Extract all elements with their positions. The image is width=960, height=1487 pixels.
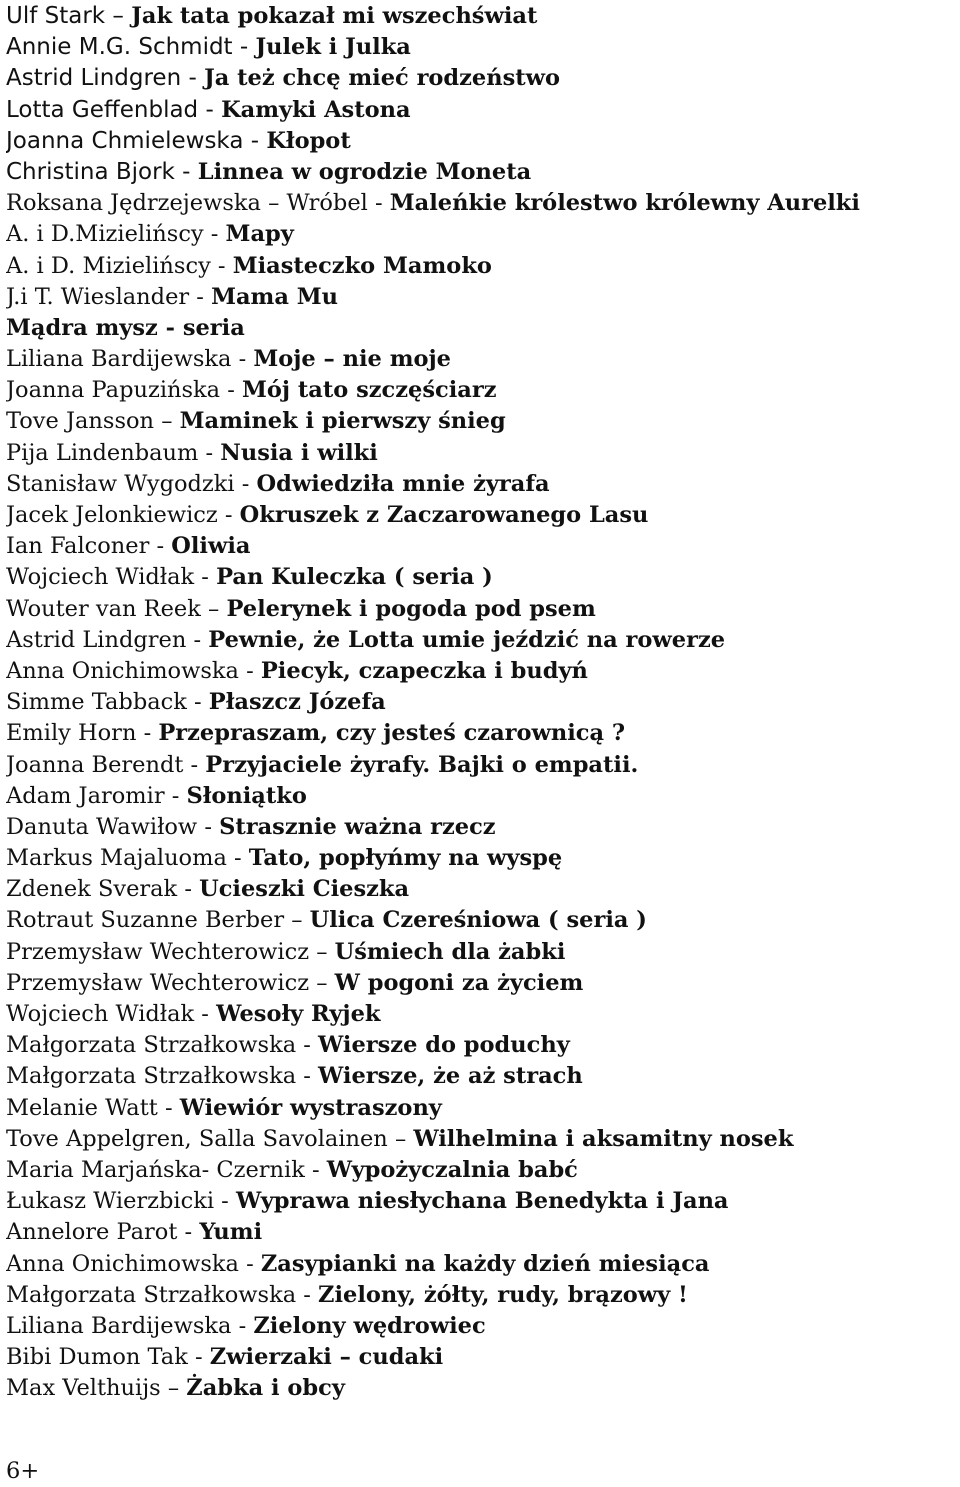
book-title: Miasteczko Mamoko bbox=[232, 252, 492, 279]
book-author: Maria Marjańska- Czernik - bbox=[6, 1156, 327, 1183]
book-entry bbox=[6, 780, 956, 811]
book-entry bbox=[6, 561, 956, 592]
book-entry bbox=[6, 530, 956, 561]
book-title: Wiersze, że aż strach bbox=[318, 1063, 583, 1090]
book-author: Melanie Watt - bbox=[6, 1094, 180, 1121]
book-entry bbox=[6, 811, 956, 842]
book-author: Joanna Chmielewska - bbox=[6, 127, 267, 154]
book-title: Zwierzaki – cudaki bbox=[209, 1344, 444, 1371]
book-author: Simme Tabback - bbox=[6, 689, 209, 716]
book-author: Zdenek Sverak - bbox=[6, 876, 200, 903]
book-entry bbox=[6, 998, 956, 1029]
book-title: Słoniątko bbox=[186, 782, 307, 809]
book-entry bbox=[6, 437, 956, 468]
book-entry bbox=[6, 1123, 956, 1154]
book-title: Ucieszki Cieszka bbox=[199, 876, 410, 903]
book-author: Liliana Bardijewska - bbox=[6, 346, 254, 373]
book-title: Płaszcz Józefa bbox=[208, 689, 386, 716]
book-entry bbox=[6, 1060, 956, 1091]
book-entry bbox=[6, 374, 956, 405]
book-title: Okruszek z Zaczarowanego Lasu bbox=[239, 502, 649, 528]
book-entry bbox=[6, 717, 956, 748]
book-title: Odwiedziła mnie żyrafa bbox=[256, 470, 550, 497]
book-entry bbox=[6, 1372, 956, 1403]
book-entry bbox=[6, 655, 956, 686]
book-entry bbox=[6, 31, 956, 62]
book-entry bbox=[6, 250, 956, 281]
book-author: Astrid Lindgren - bbox=[6, 626, 209, 653]
book-title: Tato, popłyńmy na wyspę bbox=[248, 845, 563, 872]
book-entry bbox=[6, 1216, 956, 1247]
book-entry bbox=[6, 1248, 956, 1279]
book-author: Annie M.G. Schmidt - bbox=[6, 34, 256, 61]
book-entry bbox=[6, 686, 956, 717]
book-entry bbox=[6, 936, 956, 967]
book-title: Pan Kuleczka ( seria ) bbox=[216, 564, 493, 591]
book-title: Piecyk, czapeczka i budyń bbox=[260, 657, 588, 684]
book-title: Zielony, żółty, rudy, brązowy ! bbox=[318, 1281, 688, 1308]
book-entry bbox=[6, 1029, 956, 1060]
book-author: Liliana Bardijewska - bbox=[6, 1312, 254, 1339]
book-author: A. i D. Mizielińscy - bbox=[6, 252, 233, 279]
book-title: Oliwia bbox=[171, 533, 251, 560]
book-title: Linnea w ogrodzie Moneta bbox=[197, 158, 532, 185]
book-author: Tove Appelgren, Salla Savolainen – bbox=[6, 1125, 414, 1152]
book-title: Mapy bbox=[225, 221, 294, 248]
book-entry bbox=[6, 499, 956, 530]
book-title: Przyjaciele żyrafy. Bajki o empatii. bbox=[205, 751, 639, 778]
book-title: Pewnie, że Lotta umie jeździć na rowerze bbox=[208, 626, 726, 653]
book-entry bbox=[6, 125, 956, 156]
book-title: Yumi bbox=[199, 1219, 263, 1246]
book-title: Maminek i pierwszy śnieg bbox=[179, 408, 506, 435]
book-title: Julek i Julka bbox=[255, 34, 411, 61]
book-title: Jak tata pokazał mi wszechświat bbox=[131, 3, 538, 29]
book-entry bbox=[6, 94, 956, 125]
book-author: Pija Lindenbaum - bbox=[6, 439, 221, 466]
book-author: Stanisław Wygodzki - bbox=[6, 470, 257, 497]
book-author: Ulf Stark – bbox=[6, 3, 132, 29]
book-title: Pelerynek i pogoda pod psem bbox=[226, 595, 596, 622]
book-author: Emily Horn - bbox=[6, 720, 159, 747]
book-author: Markus Majaluoma - bbox=[6, 845, 249, 872]
book-author: Tove Jansson – bbox=[6, 408, 180, 435]
book-title: Nusia i wilki bbox=[220, 439, 378, 466]
book-author: Joanna Papuzińska - bbox=[6, 377, 243, 404]
book-entry bbox=[6, 405, 956, 436]
book-entry bbox=[6, 904, 956, 935]
book-entry bbox=[6, 312, 956, 343]
book-entry bbox=[6, 624, 956, 655]
book-author: Christina Bjork - bbox=[6, 158, 198, 185]
book-entry bbox=[6, 187, 956, 218]
book-author: Przemysław Wechterowicz – bbox=[6, 969, 335, 996]
book-author: Annelore Parot - bbox=[6, 1219, 200, 1246]
book-title: Kamyki Astona bbox=[221, 96, 411, 123]
book-entry bbox=[6, 1341, 956, 1372]
book-author: Wojciech Widłak - bbox=[6, 1001, 217, 1027]
book-author: Małgorzata Strzałkowska - bbox=[6, 1281, 319, 1308]
book-entry bbox=[6, 156, 956, 187]
book-list bbox=[6, 0, 956, 1403]
book-author: Rotraut Suzanne Berber – bbox=[6, 907, 310, 934]
book-title: Wilhelmina i aksamitny nosek bbox=[413, 1125, 794, 1152]
book-title: Wyprawa niesłychana Benedykta i Jana bbox=[235, 1188, 729, 1215]
book-title: Zielony wędrowiec bbox=[253, 1312, 486, 1339]
book-entry bbox=[6, 281, 956, 312]
book-entry bbox=[6, 1310, 956, 1341]
book-author: Roksana Jędrzejewska – Wróbel - bbox=[6, 190, 390, 217]
book-title: Mądra mysz - seria bbox=[6, 314, 245, 341]
book-entry bbox=[6, 749, 956, 780]
book-title: Zasypianki na każdy dzień miesiąca bbox=[260, 1250, 710, 1277]
book-entry bbox=[6, 343, 956, 374]
book-title: Wesoły Ryjek bbox=[216, 1001, 381, 1027]
book-author: Małgorzata Strzałkowska - bbox=[6, 1032, 319, 1059]
book-title: Mama Mu bbox=[211, 283, 339, 310]
book-author: Małgorzata Strzałkowska - bbox=[6, 1063, 319, 1090]
book-entry bbox=[6, 1092, 956, 1123]
book-title: Wiersze do poduchy bbox=[318, 1032, 570, 1059]
book-author: Wojciech Widłak - bbox=[6, 564, 217, 591]
book-entry bbox=[6, 218, 956, 249]
book-entry bbox=[6, 62, 956, 93]
book-author: Ian Falconer - bbox=[6, 533, 172, 560]
book-title: Żabka i obcy bbox=[186, 1375, 345, 1402]
book-title: Ulica Czereśniowa ( seria ) bbox=[309, 907, 647, 934]
book-entry bbox=[6, 1279, 956, 1310]
book-author: Łukasz Wierzbicki - bbox=[6, 1188, 236, 1215]
book-title: Ja też chcę mieć rodzeństwo bbox=[204, 65, 561, 92]
book-author: Wouter van Reek – bbox=[6, 595, 227, 622]
book-author: Anna Onichimowska - bbox=[6, 1250, 261, 1277]
book-author: J.i T. Wieslander - bbox=[6, 283, 212, 310]
book-author: Bibi Dumon Tak - bbox=[6, 1344, 210, 1371]
book-entry bbox=[6, 967, 956, 998]
book-author: Joanna Berendt - bbox=[6, 751, 206, 778]
book-author: Max Velthuijs – bbox=[6, 1375, 187, 1402]
age-group-label: 6+ bbox=[6, 1458, 40, 1484]
book-entry bbox=[6, 842, 956, 873]
book-title: Mój tato szczęściarz bbox=[242, 377, 497, 404]
book-entry bbox=[6, 873, 956, 904]
book-title: Wypożyczalnia babć bbox=[326, 1156, 578, 1183]
book-entry bbox=[6, 1185, 956, 1216]
book-entry bbox=[6, 468, 956, 499]
book-title: Uśmiech dla żabki bbox=[334, 938, 566, 965]
book-author: Anna Onichimowska - bbox=[6, 657, 261, 684]
book-entry bbox=[6, 593, 956, 624]
book-author: Adam Jaromir - bbox=[6, 782, 187, 809]
book-title: Maleńkie królestwo królewny Aurelki bbox=[389, 190, 860, 217]
book-author: Lotta Geffenblad - bbox=[6, 96, 222, 123]
book-title: Wiewiór wystraszony bbox=[179, 1094, 442, 1121]
book-author: Jacek Jelonkiewicz - bbox=[6, 502, 240, 528]
book-title: Moje – nie moje bbox=[253, 346, 451, 373]
book-title: W pogoni za życiem bbox=[334, 969, 584, 996]
book-title: Przepraszam, czy jesteś czarownicą ? bbox=[158, 720, 626, 747]
book-author: A. i D.Mizielińscy - bbox=[6, 221, 226, 248]
book-entry bbox=[6, 1154, 956, 1185]
book-entry bbox=[6, 0, 956, 31]
book-title: Kłopot bbox=[266, 127, 351, 154]
book-author: Przemysław Wechterowicz – bbox=[6, 938, 335, 965]
book-title: Strasznie ważna rzecz bbox=[219, 813, 496, 840]
book-author: Danuta Wawiłow - bbox=[6, 813, 220, 840]
book-author: Astrid Lindgren - bbox=[6, 65, 205, 92]
